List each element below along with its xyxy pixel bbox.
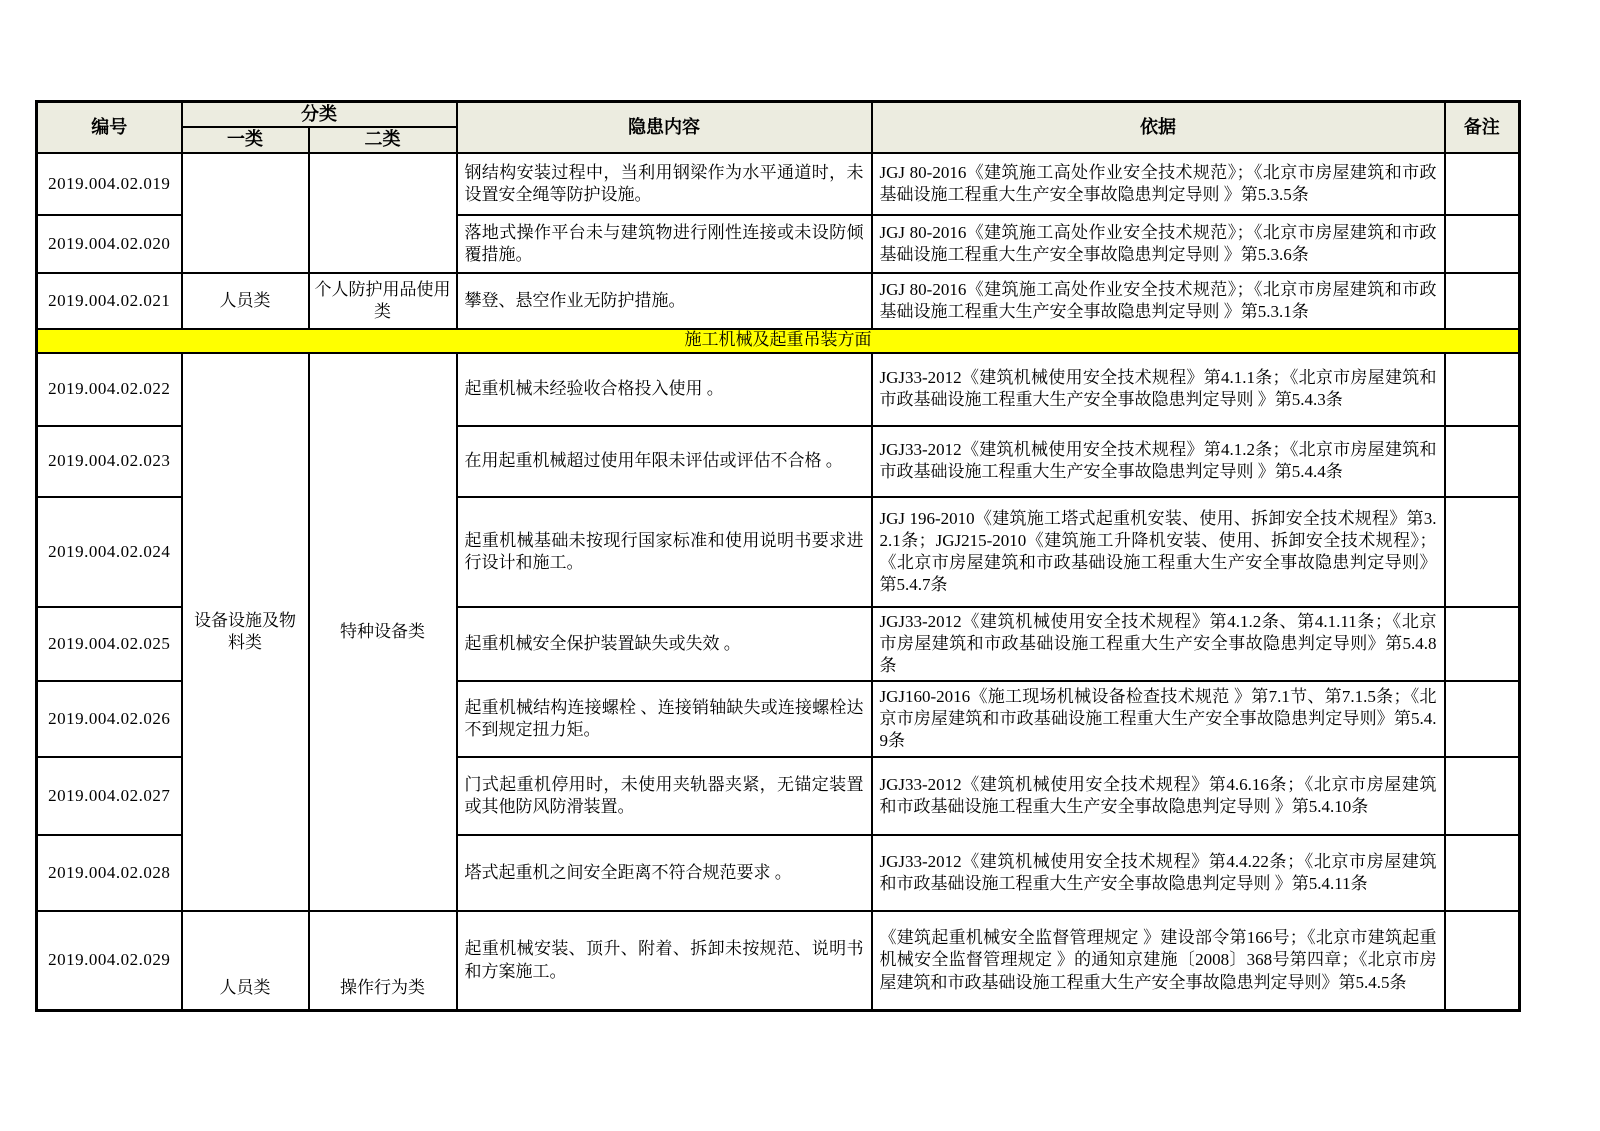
header-row-1 [37,102,1520,128]
table-row [37,153,1520,215]
section-header-label: 施工机械及起重吊装方面 [37,329,1520,353]
basis-cell: JGJ160-2016《施工现场机械设备检查技术规范 》第7.1节、第7.1.5条；《北京市房屋建筑和市政基础设施工程重大生产安全事故隐患判定导则》第5.4.9条 [872,681,1445,757]
col-header-cat1: 一类 [182,127,309,152]
remark-cell [1445,607,1520,681]
basis-cell: JGJ 80-2016《建筑施工高处作业安全技术规范》；《北京市房屋建筑和市政基础设施工程重大生产安全事故隐患判定导则 》第5.3.6条 [872,215,1445,273]
hazard-content-cell: 塔式起重机之间安全距离不符合规范要求 。 [457,835,872,911]
category1-cell: 人员类 [182,273,309,329]
row-id-cell: 2019.004.02.022 [37,353,182,426]
row-id-cell: 2019.004.02.026 [37,681,182,757]
hazard-table [35,100,1521,1012]
category1-empty-cell [182,153,309,273]
hazard-content-cell: 攀登、悬空作业无防护措施。 [457,273,872,329]
col-header-cat2: 二类 [309,127,457,152]
remark-cell [1445,497,1520,607]
basis-cell: JGJ33-2012《建筑机械使用安全技术规程》第4.6.16条；《北京市房屋建筑和市政基础设施工程重大生产安全事故隐患判定导则 》第5.4.10条 [872,757,1445,835]
basis-cell: JGJ33-2012《建筑机械使用安全技术规程》第4.1.2条；《北京市房屋建筑和市政基础设施工程重大生产安全事故隐患判定导则 》第5.4.4条 [872,426,1445,497]
row-id-cell: 2019.004.02.029 [37,911,182,1011]
col-header-remark: 备注 [1445,102,1520,153]
hazard-content-cell: 在用起重机械超过使用年限未评估或评估不合格 。 [457,426,872,497]
hazard-content-cell: 起重机械安装、顶升、附着、拆卸未按规范、说明书和方案施工。 [457,911,872,1011]
table-row [37,911,1520,1011]
basis-cell: 《建筑起重机械安全监督管理规定 》建设部令第166号；《北京市建筑起重机械安全监督管理规定 》的通知京建施〔2008〕368号第四章；《北京市房屋建筑和市政基础设施工程重大生产安全事故隐患判定导则》第5.4.5条 [872,911,1445,1011]
row-id-cell: 2019.004.02.019 [37,153,182,215]
category2-cell: 个人防护用品使用类 [309,273,457,329]
hazard-content-cell: 落地式操作平台未与建筑物进行刚性连接或未设防倾覆措施。 [457,215,872,273]
remark-cell [1445,426,1520,497]
remark-cell [1445,215,1520,273]
hazard-content-cell: 起重机械基础未按现行国家标准和使用说明书要求进行设计和施工。 [457,497,872,607]
remark-cell [1445,911,1520,1011]
col-header-content: 隐患内容 [457,102,872,153]
category2-empty-cell [309,153,457,273]
category2-cell: 操作行为类 [309,911,457,1011]
row-id-cell: 2019.004.02.024 [37,497,182,607]
basis-cell: JGJ33-2012《建筑机械使用安全技术规程》第4.4.22条；《北京市房屋建筑和市政基础设施工程重大生产安全事故隐患判定导则 》第5.4.11条 [872,835,1445,911]
remark-cell [1445,681,1520,757]
section-header-row [37,329,1520,353]
col-header-id: 编号 [37,102,182,153]
remark-cell [1445,835,1520,911]
remark-cell [1445,757,1520,835]
table-row [37,353,1520,426]
row-id-cell: 2019.004.02.020 [37,215,182,273]
row-id-cell: 2019.004.02.025 [37,607,182,681]
category1-cell: 人员类 [182,911,309,1011]
col-header-basis: 依据 [872,102,1445,153]
hazard-content-cell: 起重机械结构连接螺栓 、连接销轴缺失或连接螺栓达不到规定扭力矩。 [457,681,872,757]
remark-cell [1445,153,1520,215]
hazard-content-cell: 门式起重机停用时，未使用夹轨器夹紧，无锚定装置或其他防风防滑装置。 [457,757,872,835]
col-header-category-group: 分类 [182,102,457,128]
basis-cell: JGJ33-2012《建筑机械使用安全技术规程》第4.1.2条、第4.1.11条；《北京市房屋建筑和市政基础设施工程重大生产安全事故隐患判定导则》第5.4.8条 [872,607,1445,681]
basis-cell: JGJ 80-2016《建筑施工高处作业安全技术规范》；《北京市房屋建筑和市政基础设施工程重大生产安全事故隐患判定导则 》第5.3.5条 [872,153,1445,215]
basis-cell: JGJ 80-2016《建筑施工高处作业安全技术规范》；《北京市房屋建筑和市政基础设施工程重大生产安全事故隐患判定导则 》第5.3.1条 [872,273,1445,329]
category2-cell: 特种设备类 [309,353,457,911]
row-id-cell: 2019.004.02.023 [37,426,182,497]
category1-cell: 设备设施及物料类 [182,353,309,911]
remark-cell [1445,273,1520,329]
remark-cell [1445,353,1520,426]
basis-cell: JGJ 196-2010《建筑施工塔式起重机安装、使用、拆卸安全技术规程》第3.2.1条；JGJ215-2010《建筑施工升降机安装、使用、拆卸安全技术规程》；《北京市房屋建筑和市政基础设施工程重大生产安全事故隐患判定导则》第5.4.7条 [872,497,1445,607]
hazard-content-cell: 起重机械未经验收合格投入使用 。 [457,353,872,426]
row-id-cell: 2019.004.02.021 [37,273,182,329]
row-id-cell: 2019.004.02.027 [37,757,182,835]
basis-cell: JGJ33-2012《建筑机械使用安全技术规程》第4.1.1条；《北京市房屋建筑和市政基础设施工程重大生产安全事故隐患判定导则 》第5.4.3条 [872,353,1445,426]
hazard-content-cell: 钢结构安装过程中，当利用钢梁作为水平通道时，未设置安全绳等防护设施。 [457,153,872,215]
hazard-content-cell: 起重机械安全保护装置缺失或失效 。 [457,607,872,681]
table-row [37,273,1520,329]
row-id-cell: 2019.004.02.028 [37,835,182,911]
